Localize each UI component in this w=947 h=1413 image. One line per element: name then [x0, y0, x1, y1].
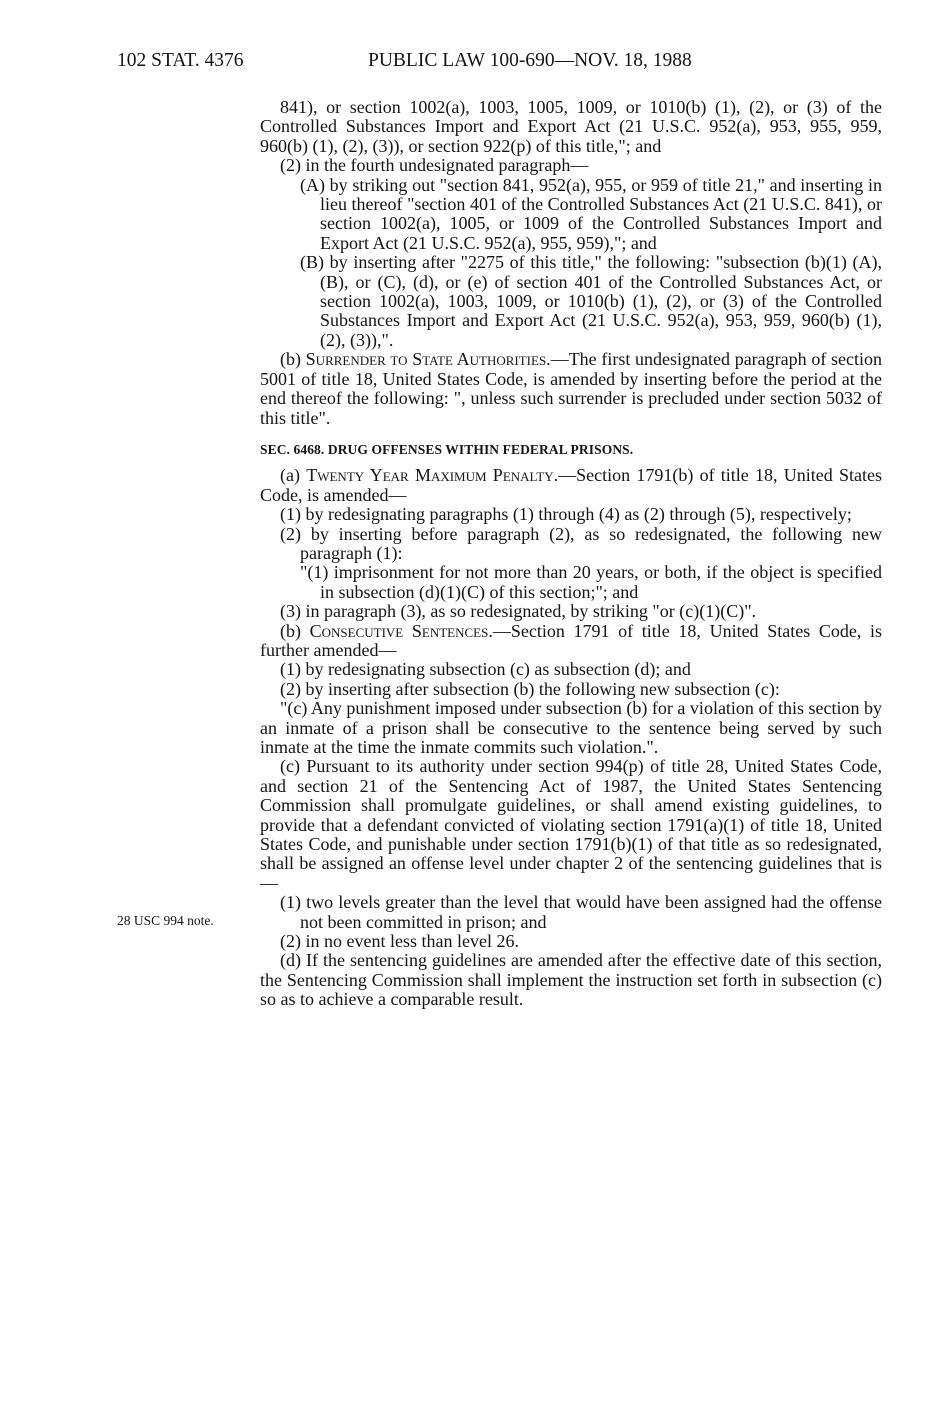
- paragraph: (A) by striking out "section 841, 952(a), 955, or 959 of title 21," and inserting in lieu thereof "section 401 of the Controlled Substances Act (21 U.S.C. 841), or section 1002(a), 1005, or 1009 of the Controlled Substances Import and Export Act (21 U.S.C. 952(a), 955, 959),"; and: [300, 174, 882, 253]
- paragraph: (d) If the sentencing guidelines are amended after the effective date of this section, the Sentencing Commission shall implement the instruction set forth in subsection (c) so as to achieve a comparable result.: [260, 950, 882, 1010]
- body-text: [260, 98, 882, 1010]
- paragraph-heading: Twenty Year Maximum Penalty.: [306, 465, 559, 486]
- paragraph: "(1) imprisonment for not more than 20 years, or both, if the object is specified in subsection (d)(1)(C) of this section;"; and: [300, 562, 882, 602]
- paragraph-label: (a): [280, 465, 307, 486]
- paragraph: (1) two levels greater than the level that would have been assigned had the offense not been committed in prison; and: [280, 892, 882, 932]
- paragraph: [260, 350, 882, 428]
- paragraph: (3) in paragraph (3), as so redesignated, by striking "or (c)(1)(C)".: [280, 601, 757, 622]
- paragraph-text: —Section 1791 of title 18, United States Code, is further amended—: [260, 620, 882, 660]
- statute-page-reference: 102 STAT. 4376: [117, 50, 244, 71]
- paragraph: 841), or section 1002(a), 1003, 1005, 1009, or 1010(b) (1), (2), or (3) of the Controlled Substances Import and Export Act (21 U.S.C. 952(a), 953, 955, 959, 960(b) (1), (2), (3)), or section 922(p) of this title,"; and: [260, 97, 882, 156]
- paragraph-label: (b): [280, 349, 306, 370]
- paragraph: [260, 466, 882, 505]
- paragraph: (1) by redesignating paragraphs (1) through (4) as (2) through (5), respectively;: [280, 504, 852, 525]
- paragraph-text: —The first undesignated paragraph of section 5001 of title 18, United States Code, is amended by inserting before the period at the end thereof the following: ", unless such surrender is precluded under section 5032 of this title".: [260, 349, 882, 428]
- paragraph: (2) by inserting after subsection (b) the following new subsection (c):: [280, 678, 780, 699]
- paragraph-heading: Consecutive Sentences.: [309, 620, 493, 641]
- paragraph-label: (b): [280, 620, 310, 641]
- paragraph: "(c) Any punishment imposed under subsection (b) for a violation of this section by an inmate of a prison shall be consecutive to the sentence being served by such inmate at the time the inmate commits such violation.".: [260, 698, 882, 757]
- paragraph: [260, 622, 882, 661]
- paragraph-text: —Section 1791(b) of title 18, United States Code, is amended—: [260, 465, 882, 505]
- running-header: PUBLIC LAW 100-690—NOV. 18, 1988: [368, 50, 692, 71]
- paragraph: (2) in no event less than level 26.: [280, 931, 519, 952]
- paragraph: (1) by redesignating subsection (c) as subsection (d); and: [280, 659, 691, 680]
- paragraph: (2) in the fourth undesignated paragraph—: [280, 155, 589, 176]
- paragraph: (c) Pursuant to its authority under section 994(p) of title 28, United States Code, and section 21 of the Sentencing Act of 1987, the United States Sentencing Commission shall promulgate guidelines, or shall amend existing guidelines, to provide that a defendant convicted of violating section 1791(a)(1) of title 18, United States Code, and punishable under section 1791(b)(1) of that title as so redesignated, shall be assigned an offense level under chapter 2 of the sentencing guidelines that is—: [260, 756, 882, 893]
- section-heading: SEC. 6468. DRUG OFFENSES WITHIN FEDERAL PRISONS.: [260, 441, 634, 457]
- paragraph-heading: Surrender to State Authorities.: [305, 349, 551, 370]
- paragraph: (B) by inserting after "2275 of this title," the following: "subsection (b)(1) (A), (B), or (C), (d), or (e) of section 401 of the Controlled Substances Act, or section 1002(a), 1003, 1009, or 1010(b) (1), (2), or (3) of the Controlled Substances Import and Export Act (21 U.S.C. 952(a), 953, 959, 960(b) (1), (2), (3)),".: [300, 252, 882, 350]
- margin-note: 28 USC 994 note.: [117, 913, 214, 928]
- paragraph: (2) by inserting before paragraph (2), as so redesignated, the following new paragraph (1):: [280, 523, 882, 563]
